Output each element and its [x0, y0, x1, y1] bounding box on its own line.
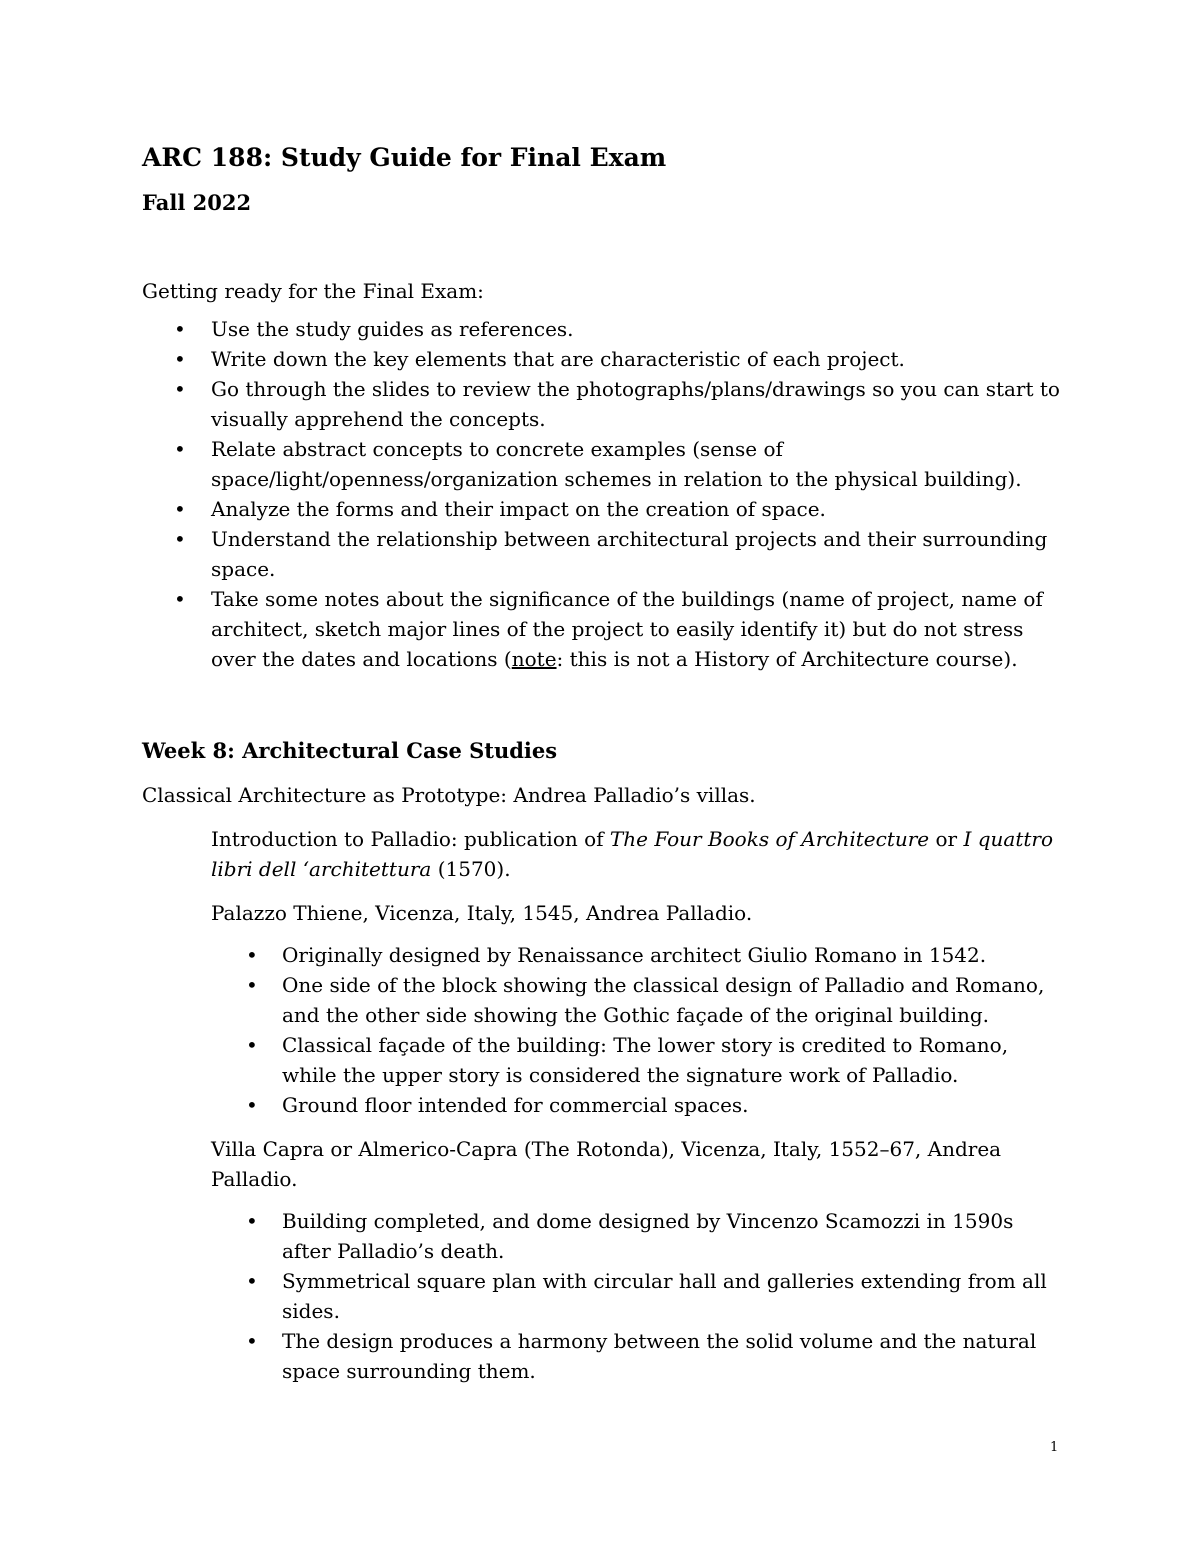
list-item: [142, 584, 1062, 674]
intro-text: Getting ready for the Final Exam:: [142, 279, 484, 303]
list-item: • Symmetrical square plan with circular hall and galleries extending from all sides.: [142, 1266, 1062, 1326]
list-item: • Classical façade of the building: The lower story is credited to Romano, while the upper story is considered the signature work of Palladio.: [142, 1030, 1062, 1090]
list-item: • Ground floor intended for commercial spaces.: [142, 1090, 1062, 1120]
note-word: note: [511, 647, 557, 671]
study-tips-list: [142, 314, 1062, 674]
intro-or: or: [929, 827, 964, 851]
palazzo-thiene-heading: Palazzo Thiene, Vicenza, Italy, 1545, Andrea Palladio.: [211, 901, 753, 925]
list-item: • Understand the relationship between architectural projects and their surrounding space.: [142, 524, 1062, 584]
list-item: • Originally designed by Renaissance architect Giulio Romano in 1542.: [142, 940, 1062, 970]
document-title: ARC 188: Study Guide for Final Exam: [142, 143, 667, 172]
list-item: • Relate abstract concepts to concrete examples (sense of space/light/openness/organization schemes in relation to the physical building).: [142, 434, 1062, 494]
list-item: • Use the study guides as references.: [142, 314, 1062, 344]
list-item: • The design produces a harmony between the solid volume and the natural space surrounding them.: [142, 1326, 1062, 1386]
page-content: [142, 138, 1062, 1386]
list-item: • Go through the slides to review the photographs/plans/drawings so you can start to visually apprehend the concepts.: [142, 374, 1062, 434]
list-item: • Write down the key elements that are characteristic of each project.: [142, 344, 1062, 374]
week-8-topic: Classical Architecture as Prototype: Andrea Palladio’s villas.: [142, 783, 756, 807]
book-title-en: The Four Books of Architecture: [609, 827, 930, 851]
last-tip-end: : this is not a History of Architecture course).: [556, 647, 1018, 671]
book-title-it: I quattro libri dell ‘architettura: [211, 827, 1054, 881]
villa-capra-points: [142, 1206, 1062, 1386]
palazzo-thiene-points: [142, 940, 1062, 1120]
week-8-heading: Week 8: Architectural Case Studies: [142, 738, 558, 763]
page-number: 1: [1050, 1440, 1059, 1455]
list-item: • One side of the block showing the classical design of Palladio and Romano, and the other side showing the Gothic façade of the original building.: [142, 970, 1062, 1030]
intro-prefix: Introduction to Palladio: publication of: [211, 827, 610, 851]
last-tip-text: Take some notes about the significance of the buildings (name of project, name of architect, sketch major lines of the project to easily identify it) but do not stress over the dates and locations (: [211, 587, 1043, 671]
term-label: Fall 2022: [142, 190, 252, 215]
palladio-intro: [142, 824, 1062, 884]
intro-year: (1570).: [431, 857, 511, 881]
list-item: • Analyze the forms and their impact on the creation of space.: [142, 494, 1062, 524]
list-item: • Building completed, and dome designed by Vincenzo Scamozzi in 1590s after Palladio’s death.: [142, 1206, 1062, 1266]
villa-capra-heading: Villa Capra or Almerico-Capra (The Rotonda), Vicenza, Italy, 1552–67, Andrea Palladio.: [211, 1137, 1002, 1191]
